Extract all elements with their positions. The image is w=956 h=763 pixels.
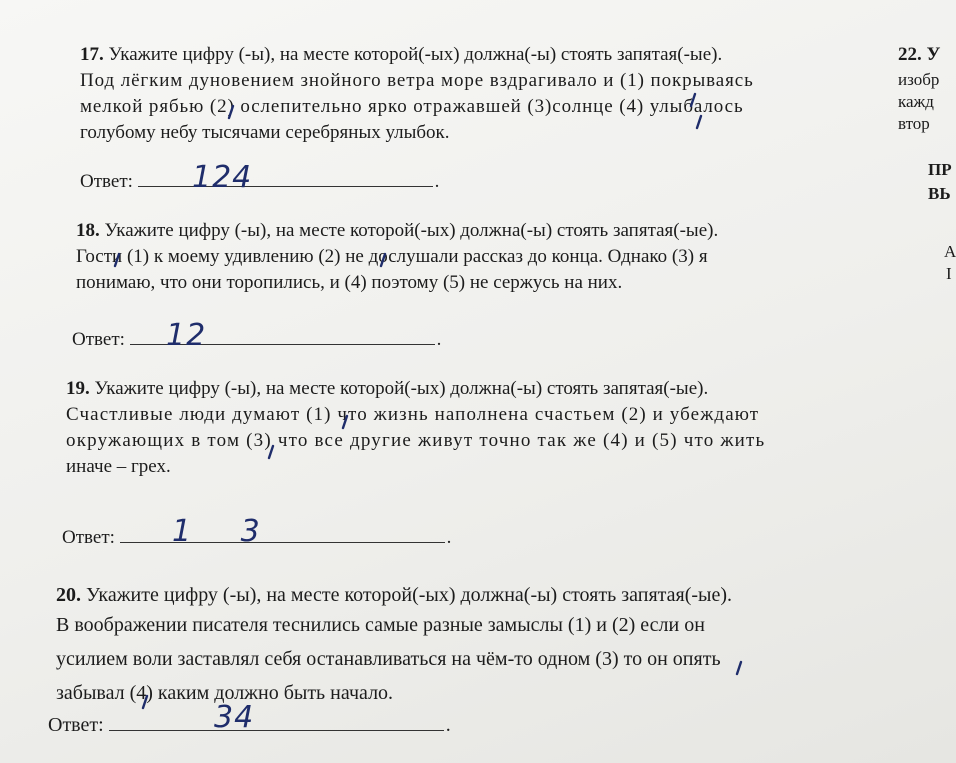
task-18-comma-mark-2: [378, 252, 388, 268]
task-17-line-2: мелкой рябью (2) ослепительно ярко отражавшей (3)солнце (4) улыбалось: [80, 96, 744, 117]
task-18-comma-mark-1: [112, 252, 122, 268]
task-17-comma-mark-2: [226, 104, 236, 120]
task-19-answer-label: Ответ:: [62, 527, 115, 548]
task-20-question: 20. Укажите цифру (-ы), на месте которой(-ых) должна(-ы) стоять запятая(-ые).: [56, 584, 733, 606]
task-17-answer-row: Ответ: .: [80, 168, 439, 193]
task-17-comma-mark-1: [688, 92, 698, 108]
task-18: [76, 218, 718, 296]
right-column-cutoff: [898, 44, 956, 286]
task-18-number: 18.: [76, 220, 100, 241]
task-20-line-1: В воображении писателя теснились самые разные замыслы (1) и (2) если он: [56, 614, 705, 636]
task-20-handwritten-answer: 34: [214, 700, 255, 735]
task-18-line-1: Гости (1) к моему удивлению (2) не дослушали рассказ до конца. Однако (3) я: [76, 246, 708, 267]
right-col-line-2: кажд: [898, 92, 934, 111]
task-18-question: 18. Укажите цифру (-ы), на месте которой(-ых) должна(-ы) стоять запятая(-ые).: [76, 220, 719, 241]
task-17-line-1: Под лёгким дуновением знойного ветра море вздрагивало и (1) покрываясь: [80, 70, 754, 91]
task-19-number: 19.: [66, 378, 90, 399]
right-col-line-5: ВЬ: [928, 184, 951, 203]
task-18-handwritten-answer: 12: [166, 318, 207, 353]
task-19-comma-mark-1: [340, 414, 350, 430]
task-19-line-3: иначе – грех.: [66, 456, 171, 477]
right-col-task-22: 22. У: [898, 44, 941, 65]
task-20-line-3: забывал (4) каким должно быть начало.: [56, 682, 394, 704]
right-col-line-6: А: [944, 242, 956, 261]
task-20-number: 20.: [56, 584, 81, 606]
task-17-handwritten-answer: 124: [192, 160, 253, 195]
right-col-line-1: изобр: [898, 70, 940, 89]
task-17-comma-mark-3: [694, 114, 704, 130]
task-20-answer-field[interactable]: [109, 712, 444, 731]
right-col-line-4: ПР: [928, 160, 952, 179]
right-col-line-7: І: [946, 264, 952, 283]
task-17-answer-label: Ответ:: [80, 171, 133, 192]
task-20-line-2: усилием воли заставлял себя останавливаться на чём-то одном (3) то он опять: [56, 648, 721, 670]
task-20-answer-label: Ответ:: [48, 714, 104, 736]
task-17-line-3: голубому небу тысячами серебряных улыбок.: [80, 122, 450, 143]
task-18-answer-label: Ответ:: [72, 329, 125, 350]
task-19-answer-field[interactable]: [120, 524, 445, 543]
task-17-answer-field[interactable]: [138, 168, 433, 187]
task-18-answer-row: Ответ: .: [72, 326, 441, 351]
task-20-answer-row: Ответ: .: [48, 714, 451, 736]
task-20: [56, 582, 732, 710]
task-19-question: 19. Укажите цифру (-ы), на месте которой(-ых) должна(-ы) стоять запятая(-ые).: [66, 378, 709, 399]
task-18-line-2: понимаю, что они торопились, и (4) поэтому (5) не сержусь на них.: [76, 272, 623, 293]
task-17-number: 17.: [80, 44, 104, 65]
right-col-line-3: втор: [898, 114, 930, 133]
task-17: [80, 42, 754, 146]
task-19-answer-row: Ответ: .: [62, 524, 451, 549]
task-19-line-1: Счастливые люди думают (1) что жизнь наполнена счастьем (2) и убеждают: [66, 404, 760, 425]
task-20-comma-mark-1: [734, 660, 744, 676]
task-20-comma-mark-2: [140, 694, 150, 710]
task-19: [66, 376, 765, 480]
task-19-handwritten-answer: 1 3: [172, 514, 280, 549]
task-19-line-2: окружающих в том (3) что все другие живут точно так же (4) и (5) что жить: [66, 430, 766, 451]
task-19-comma-mark-2: [266, 444, 276, 460]
task-17-question: 17. Укажите цифру (-ы), на месте которой(-ых) должна(-ы) стоять запятая(-ые).: [80, 44, 723, 65]
